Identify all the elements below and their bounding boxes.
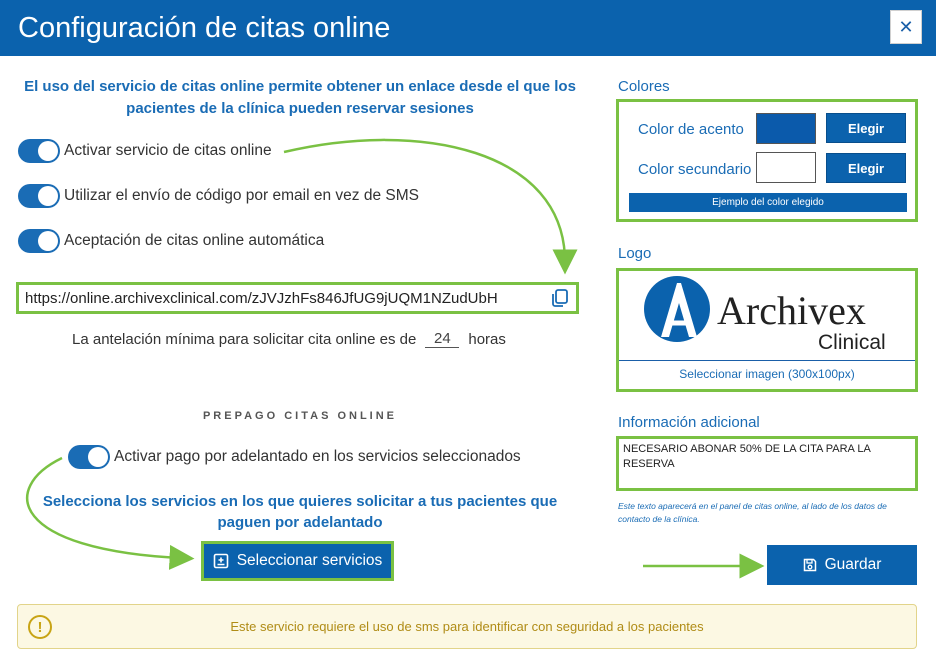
booking-url-field[interactable]: [16, 282, 579, 314]
toggle-row-aceptacion-auto: [18, 229, 324, 253]
info-title: Información adicional: [618, 414, 760, 431]
title-bar: [0, 0, 936, 56]
choose-accent-button[interactable]: Elegir: [826, 113, 906, 143]
select-services-button[interactable]: [201, 541, 394, 581]
toggle-knob: [38, 141, 58, 161]
toggle-row-activar-servicio: [18, 139, 272, 163]
sms-warning: [17, 604, 917, 649]
select-services-text: Selecciona los servicios en los que quieres solicitar a tus pacientes que paguen por adelantado: [42, 493, 558, 531]
toggle-label: Activar pago por adelantado en los servicios seleccionados: [114, 448, 521, 465]
color-example-bar: Ejemplo del color elegido: [629, 193, 907, 212]
accent-color-label: Color de acento: [638, 121, 744, 138]
save-button[interactable]: [767, 545, 917, 585]
warning-icon: !: [28, 615, 52, 639]
select-logo-link[interactable]: Seleccionar imagen (300x100px): [679, 367, 855, 381]
toggle-codigo-email[interactable]: [18, 184, 60, 208]
save-icon: [803, 558, 817, 572]
save-label: Guardar: [824, 556, 882, 573]
logo-title: Logo: [618, 245, 652, 262]
antelacion-row: [72, 330, 506, 348]
antelacion-hours-input[interactable]: [425, 330, 459, 348]
logo-subword: Clinical: [818, 331, 886, 354]
copy-icon[interactable]: [550, 288, 570, 308]
choose-secondary-button[interactable]: Elegir: [826, 153, 906, 183]
colores-title: Colores: [618, 78, 670, 95]
info-textarea[interactable]: NECESARIO ABONAR 50% DE LA CITA PARA LA RESERVA: [616, 436, 918, 491]
toggle-activar-servicio[interactable]: [18, 139, 60, 163]
list-add-icon: [213, 553, 229, 569]
close-icon: ✕: [898, 16, 914, 37]
warning-text: Este servicio requiere el uso de sms para identificar con seguridad a los pacientes: [230, 619, 704, 634]
toggle-knob: [88, 447, 108, 467]
toggle-knob: [38, 231, 58, 251]
logo-panel: [616, 268, 918, 392]
colores-panel: [616, 99, 918, 222]
toggle-label: Utilizar el envío de código por email en vez de SMS: [64, 187, 419, 204]
logo-word: Archivex: [717, 288, 866, 333]
accent-color-swatch[interactable]: [756, 113, 816, 144]
logo-image: [619, 271, 915, 361]
toggle-pago-adelantado[interactable]: [68, 445, 110, 469]
select-services-label: Seleccionar servicios: [236, 552, 383, 569]
secondary-color-swatch[interactable]: [756, 152, 816, 183]
secondary-color-label: Color secundario: [638, 161, 752, 178]
dialog-title: Configuración de citas online: [18, 12, 391, 44]
toggle-label: Activar servicio de citas online: [64, 142, 272, 159]
prepago-section-title: PREPAGO CITAS ONLINE: [202, 410, 398, 422]
antelacion-prefix: La antelación mínima para solicitar cita online es de: [72, 330, 417, 348]
intro-text: El uso del servicio de citas online permite obtener un enlace desde el que los pacientes de la clínica pueden reservar sesiones: [24, 78, 576, 117]
toggle-aceptacion-auto[interactable]: [18, 229, 60, 253]
booking-url-text: https://online.archivexclinical.com/zJVJzhFs846JfUG9jUQM1NZudUbH: [25, 290, 498, 307]
info-note: Este texto aparecerá en el panel de citas online, al lado de los datos de contacto de la clínica.: [618, 501, 887, 524]
toggle-label: Aceptación de citas online automática: [64, 232, 325, 249]
toggle-row-codigo-email: [18, 184, 419, 208]
toggle-knob: [38, 186, 58, 206]
toggle-row-pago-adelantado: [68, 445, 521, 469]
close-button[interactable]: [890, 10, 922, 44]
antelacion-suffix: horas: [468, 330, 506, 348]
